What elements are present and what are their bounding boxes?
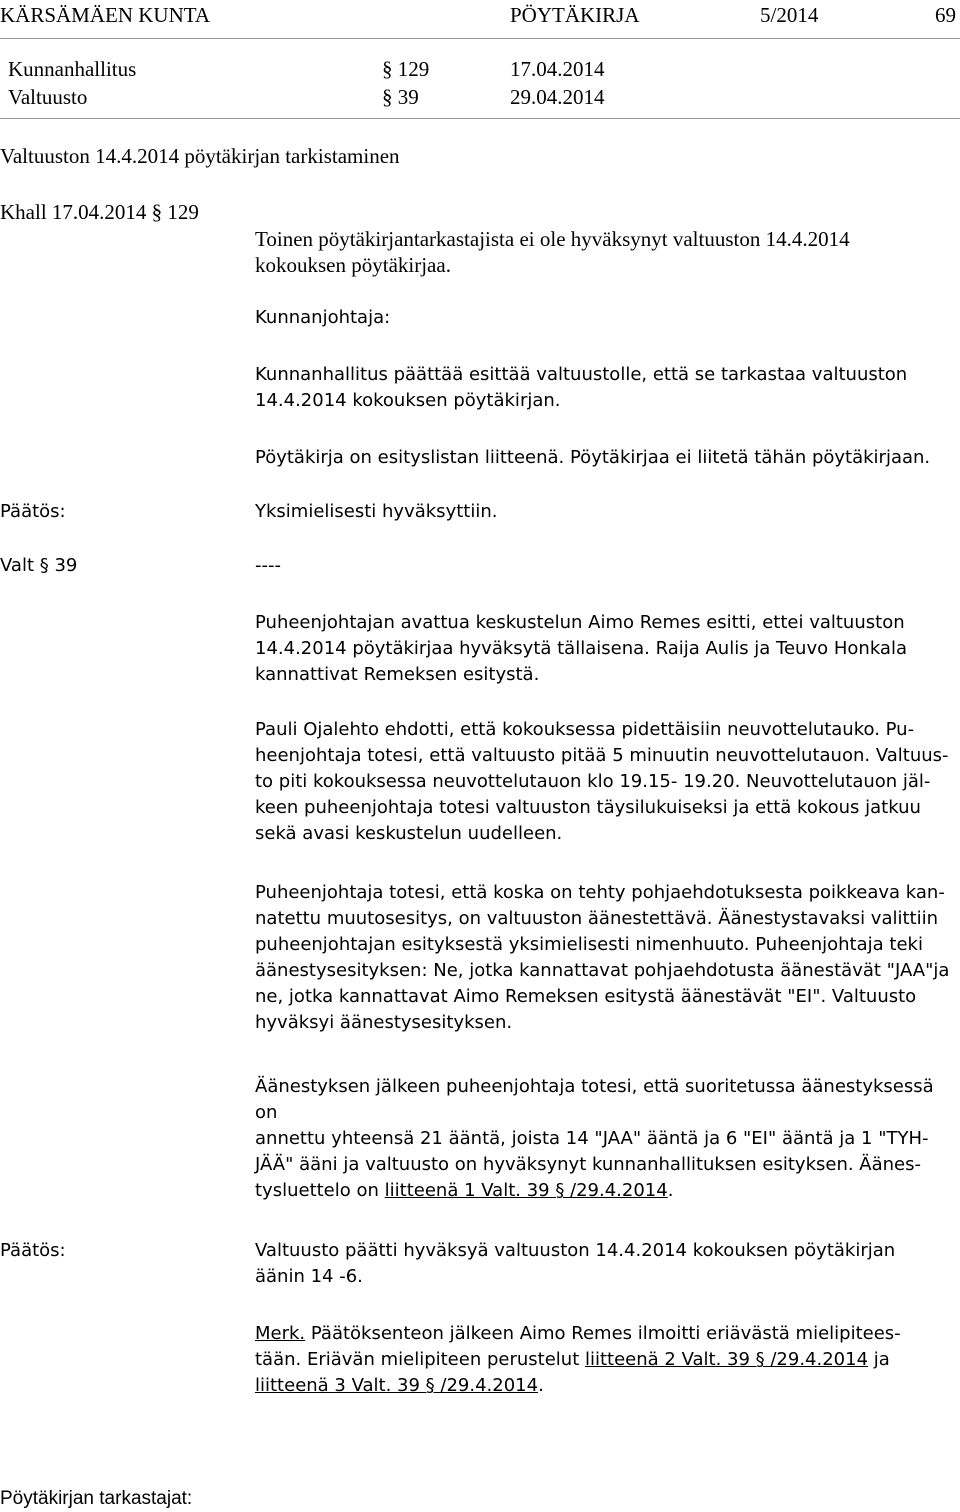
valt-paragraph-4 (255, 1074, 960, 1204)
meta-divider (0, 118, 960, 119)
text-line: äänestysesityksen: Ne, jotka kannattavat pohjaehdotusta äänestävät "JAA"ja (255, 960, 950, 981)
text-line: Valtuusto päätti hyväksyä valtuuston 14.4.2014 kokouksen pöytäkirjan (255, 1240, 896, 1261)
meta-section-valt: § 39 (382, 85, 419, 109)
attachment-3-link[interactable]: liitteenä 3 Valt. 39 § /29.4.2014 (255, 1375, 539, 1396)
document-type: PÖYTÄKIRJA (510, 3, 640, 27)
text-span: ja (868, 1349, 890, 1370)
text-line: Puheenjohtajan avattua keskustelun Aimo Remes esitti, ettei valtuuston (255, 612, 905, 633)
text-line: Pauli Ojalehto ehdotti, että kokouksessa pidettäisiin neuvottelutauko. Pu- (255, 719, 915, 740)
valt-dash: ---- (255, 555, 281, 576)
attachment-2-link[interactable]: liitteenä 2 Valt. 39 § /29.4.2014 (584, 1349, 869, 1370)
text-line: Toinen pöytäkirjantarkastajista ei ole hyväksynyt valtuuston 14.4.2014 (255, 227, 850, 251)
header-divider (0, 38, 960, 39)
text-line: sekä avasi keskustelun uudelleen. (255, 823, 563, 844)
text-line: to piti kokouksessa neuvottelutauon klo 19.15- 19.20. Neuvottelutauon jäl- (255, 771, 931, 792)
valt-decision (255, 1238, 960, 1290)
proposer-label: Kunnanjohtaja: (255, 307, 391, 328)
text-span: tysluettelo on (255, 1180, 385, 1201)
text-line: äänin 14 -6. (255, 1266, 363, 1287)
valt-decision-label: Päätös: (0, 1240, 66, 1261)
text-line: Äänestyksen jälkeen puheenjohtaja totesi, että suoritetussa äänestyksessä on (255, 1076, 934, 1123)
meta-body-valt: Valtuusto (8, 85, 88, 109)
khall-paragraph-3: Pöytäkirja on esityslistan liitteenä. Pöytäkirjaa ei liitetä tähän pöytäkirjaan. (255, 447, 931, 468)
khall-decision: Yksimielisesti hyväksyttiin. (255, 501, 498, 522)
valt-reference: Valt § 39 (0, 555, 78, 576)
attachment-1-link[interactable]: liitteenä 1 Valt. 39 § /29.4.2014 (384, 1180, 668, 1201)
page-number: 69 (935, 3, 956, 27)
meta-section-khall: § 129 (382, 57, 430, 81)
text-line: ne, jotka kannattavat Aimo Remeksen esitystä äänestävät "EI". Valtuusto (255, 986, 917, 1007)
meta-date-valt: 29.04.2014 (510, 85, 605, 109)
text-line (255, 1373, 960, 1399)
text-line (255, 1321, 960, 1347)
valt-paragraph-1 (255, 610, 960, 688)
text-line: annettu yhteensä 21 ääntä, joista 14 "JAA" ääntä ja 6 "EI" ääntä ja 1 "TYH- (255, 1128, 929, 1149)
text-line: 14.4.2014 pöytäkirjaa hyväksytä tällaisena. Raija Aulis ja Teuvo Honkala (255, 638, 907, 659)
text-line: hyväksyi äänestysesityksen. (255, 1012, 513, 1033)
text-span: . (538, 1375, 544, 1396)
text-line: kannattivat Remeksen esitystä. (255, 664, 540, 685)
text-line: heenjohtaja totesi, että valtuusto pitää 5 minuutin neuvottelutauon. Valtuus- (255, 745, 949, 766)
khall-reference: Khall 17.04.2014 § 129 (0, 200, 199, 224)
text-line: natettu muutosesitys, on valtuuston äänestettävä. Äänestystavaksi valittiin (255, 908, 938, 929)
text-line: Puheenjohtaja totesi, että koska on tehty pohjaehdotuksesta poikkeava kan- (255, 882, 945, 903)
municipality-name: KÄRSÄMÄEN KUNTA (0, 3, 211, 27)
text-line: keen puheenjohtaja totesi valtuuston täysilukuiseksi ja että kokous jatkuu (255, 797, 921, 818)
khall-paragraph-1 (255, 226, 960, 278)
text-line (255, 1178, 960, 1204)
text-line: JÄÄ" ääni ja valtuusto on hyväksynyt kunnanhallituksen esityksen. Äänes- (255, 1154, 922, 1175)
issue-number: 5/2014 (760, 3, 819, 27)
footer-label: Pöytäkirjan tarkastajat: (0, 1488, 193, 1509)
text-line: puheenjohtajan esityksestä yksimielisesti nimenhuuto. Puheenjohtaja teki (255, 934, 923, 955)
valt-remark (255, 1321, 960, 1399)
meta-body-khall: Kunnanhallitus (8, 57, 137, 81)
khall-decision-label: Päätös: (0, 501, 66, 522)
text-line: 14.4.2014 kokouksen pöytäkirjan. (255, 390, 561, 411)
text-span: Päätöksenteon jälkeen Aimo Remes ilmoitti eriävästä mielipitees- (305, 1323, 901, 1344)
text-span: tään. Eriävän mielipiteen perustelut (255, 1349, 585, 1370)
text-span: . (667, 1180, 674, 1201)
page-title: Valtuuston 14.4.2014 pöytäkirjan tarkistaminen (0, 144, 400, 168)
valt-paragraph-3 (255, 880, 960, 1036)
text-line: kokouksen pöytäkirjaa. (255, 253, 451, 277)
text-line (255, 1347, 960, 1373)
remark-label: Merk. (255, 1323, 306, 1344)
meta-date-khall: 17.04.2014 (510, 57, 605, 81)
khall-paragraph-2 (255, 362, 960, 414)
text-line: Kunnanhallitus päättää esittää valtuustolle, että se tarkastaa valtuuston (255, 364, 908, 385)
valt-paragraph-2 (255, 717, 960, 847)
